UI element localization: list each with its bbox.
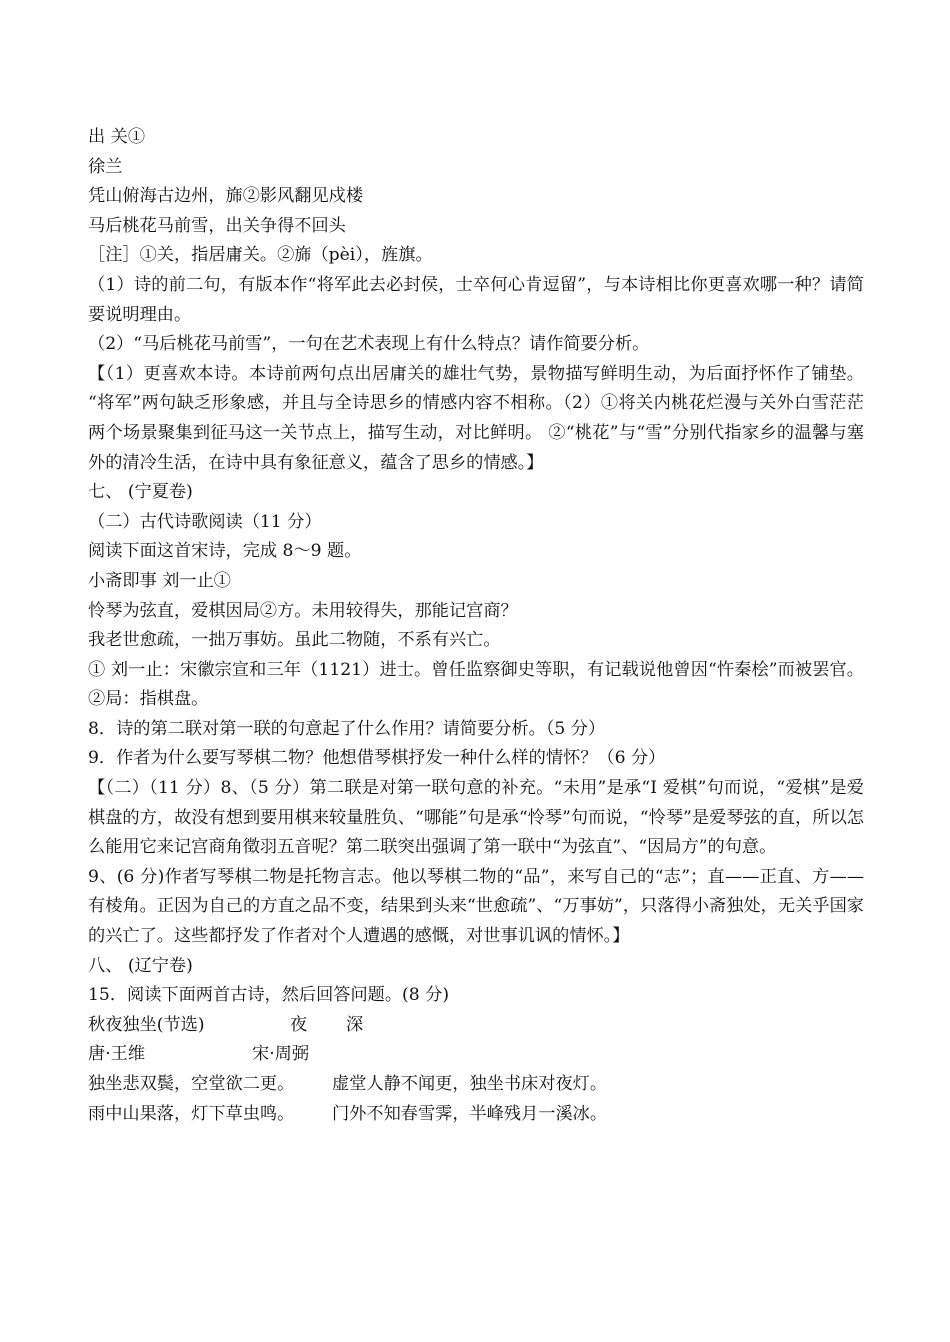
question-8: 8．诗的第二联对第一联的句意起了什么作用？请简要分析。（5 分） [88, 718, 606, 739]
section-subheading: （二）古代诗歌阅读（11 分） [88, 511, 322, 532]
poem-line: 我老世愈疏，一拙万事妨。虽此二物随，不系有兴亡。 [88, 630, 501, 651]
poem-a-line-1: 独坐悲双鬓，空堂欲二更。 [88, 1074, 295, 1094]
poem-titles-row [88, 1011, 864, 1041]
poem-line: 凭山俯海古边州，旆②影风翻见戍楼 [88, 186, 364, 207]
poem-note: ① 刘一止：宋徽宗宣和三年（1121）进士。曾任监察御史等职，有记载说他曾因“忤秦桧”而被罢官。②局：指棋盘。 [88, 659, 864, 710]
poem-title: 小斋即事 刘一止① [88, 570, 231, 591]
answer-9: 9、(6 分)作者写琴棋二物是托物言志。他以琴棋二物的“品”，来写自己的“志”；直——正直、方——有棱角。正因为自己的方直之品不变，结果到头来“世愈疏”、“万事妨”，只落得小斋独处，无关乎国家的兴亡了。这些都抒发了作者对个人遭遇的感慨，对世事讥讽的情怀。】 [88, 866, 864, 947]
poem-a-title: 秋夜独坐(节选) [88, 1014, 205, 1035]
poem-line: 怜琴为弦直，爱棋因局②方。未用较得失，那能记宫商？ [88, 600, 518, 621]
answer-8: 【（二）（11 分）8、（5 分）第二联是对第一联句意的补充。“未用”是承“I 爱棋”句而说，“爱棋”是爱棋盘的方，故没有想到要用棋来较量胜负、“哪能”句是承“怜琴”句而说，“怜琴”是爱琴弦的直，所以怎么能用它来记宫商角徵羽五音呢？第二联突出强调了第一联中“为弦直”、“因局方”的句意。 [88, 778, 864, 858]
poem-b-author: 宋·周弼 [252, 1044, 310, 1065]
poem-lines-row-1 [88, 1070, 864, 1100]
poem-note: ［注］①关，指居庸关。②旆（pèi），旌旗。 [88, 245, 433, 266]
section-heading: 八、 (辽宁卷) [88, 955, 193, 976]
poem-title: 出 关① [88, 127, 146, 147]
poem-b-line-1: 虚堂人静不闻更，独坐书床对夜灯。 [332, 1074, 608, 1094]
instruction: 阅读下面这首宋诗，完成 8～9 题。 [88, 541, 362, 562]
poem-b-line-2: 门外不知春雪霁，半峰残月一溪冰。 [332, 1103, 608, 1124]
section-heading: 七、 (宁夏卷) [88, 482, 193, 503]
poem-author: 徐兰 [88, 156, 123, 177]
document-page [88, 123, 864, 1129]
poem-b-title-char-1: 夜 [290, 1014, 308, 1035]
poem-b-title-char-2: 深 [346, 1014, 364, 1035]
poem-a-author: 唐·王维 [88, 1044, 146, 1065]
question-2: （2）“马后桃花马前雪”，一句在艺术表现上有什么特点？请作简要分析。 [88, 334, 650, 355]
poem-a-line-2: 雨中山果落，灯下草虫鸣。 [88, 1103, 295, 1124]
answer-block: 【（1）更喜欢本诗。本诗前两句点出居庸关的雄壮气势，景物描写鲜明生动，为后面抒怀作了铺垫。 “将军”两句缺乏形象感，并且与全诗思乡的情感内容不相称。（2）①将关内桃花烂漫与关外白雪茫茫两个场景聚集到征马这一关节点上，描写生动，对比鲜明。 ②“桃花”与“雪”分别代指家乡的温馨与塞外的清冷生活，在诗中具有象征意义，蕴含了思乡的情感。】 [88, 363, 864, 473]
question-1: （1）诗的前二句，有版本作“将军此去必封侯，士卒何心肯逗留”，与本诗相比你更喜欢哪一种？请简要说明理由。 [88, 274, 864, 325]
poem-authors-row [88, 1040, 864, 1070]
question-15: 15．阅读下面两首古诗，然后回答问题。(8 分) [88, 985, 450, 1006]
poem-lines-row-2 [88, 1100, 864, 1130]
question-9: 9．作者为什么要写琴棋二物？他想借琴棋抒发一种什么样的情怀？（6 分） [88, 748, 666, 769]
poem-line: 马后桃花马前雪，出关争得不回头 [88, 215, 346, 236]
